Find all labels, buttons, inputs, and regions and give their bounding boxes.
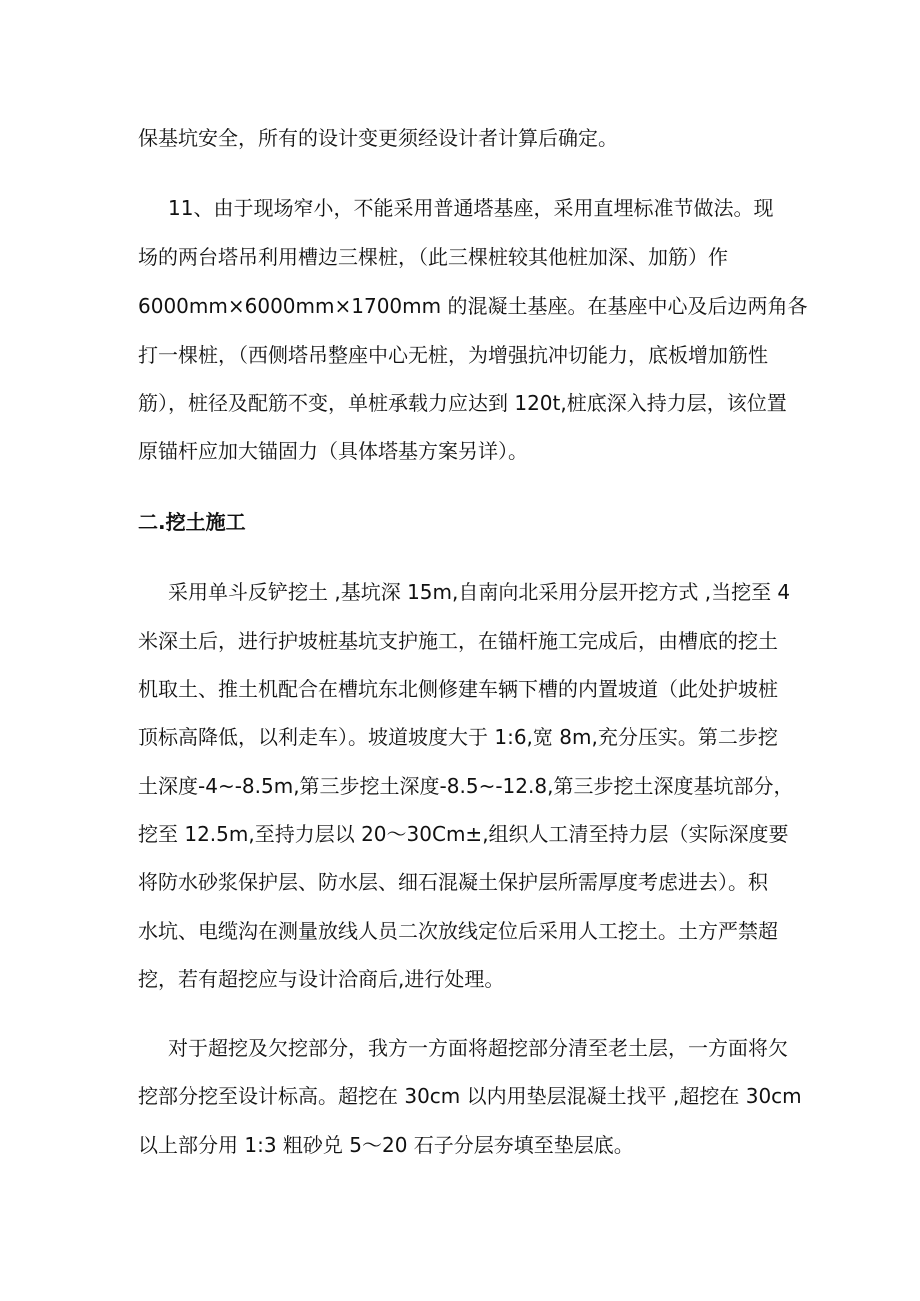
paragraph-line: 场的两台塔吊利用槽边三棵桩，（此三棵桩较其他桩加深、加筋）作	[138, 245, 728, 269]
paragraph-line: 6000mm×6000mm×1700mm 的混凝土基座。在基座中心及后边两角各	[138, 294, 808, 318]
paragraph-line: 挖，若有超挖应与设计洽商后,进行处理。	[138, 967, 505, 991]
paragraph-line: 土深度-4~-8.5m,第三步挖土深度-8.5~-12.8,第三步挖土深度基坑部分，	[138, 774, 794, 798]
paragraph-line: 采用单斗反铲挖土 ,基坑深 15m,自南向北采用分层开挖方式 ,当挖至 4	[168, 580, 791, 604]
paragraph-line: 顶标高降低，以利走车）。坡道坡度大于 1:6,宽 8m,充分压实。第二步挖	[138, 725, 778, 749]
paragraph-line: 打一棵桩，（西侧塔吊整座中心无桩，为增强抗冲切能力，底板增加筋性	[138, 343, 768, 367]
paragraph-line: 保基坑安全，所有的设计变更须经设计者计算后确定。	[138, 126, 618, 150]
section-heading: 二.挖土施工	[138, 510, 246, 534]
paragraph-line: 挖部分挖至设计标高。超挖在 30cm 以内用垫层混凝土找平 ,超挖在 30cm	[138, 1084, 802, 1108]
paragraph-line: 机取土、推土机配合在槽坑东北侧修建车辆下槽的内置坡道（此处护坡桩	[138, 677, 778, 701]
paragraph-line: 筋），桩径及配筋不变，单桩承载力应达到 120t,桩底深入持力层，该位置	[138, 391, 787, 415]
paragraph-line: 以上部分用 1:3 粗砂兑 5～20 石子分层夯填至垫层底。	[138, 1133, 634, 1157]
paragraph-line: 原锚杆应加大锚固力（具体塔基方案另详）。	[138, 439, 528, 463]
paragraph-line: 将防水砂浆保护层、防水层、细石混凝土保护层所需厚度考虑进去）。积	[138, 870, 768, 894]
paragraph-line: 米深土后，进行护坡桩基坑支护施工，在锚杆施工完成后，由槽底的挖土	[138, 629, 778, 653]
paragraph-line: 水坑、电缆沟在测量放线人员二次放线定位后采用人工挖土。土方严禁超	[138, 919, 778, 943]
paragraph-line: 11、由于现场窄小，不能采用普通塔基座，采用直埋标准节做法。现	[168, 196, 774, 220]
paragraph-line: 挖至 12.5m,至持力层以 20～30Cm±,组织人工清至持力层（实际深度要	[138, 822, 789, 846]
paragraph-line: 对于超挖及欠挖部分，我方一方面将超挖部分清至老土层，一方面将欠	[168, 1036, 788, 1060]
